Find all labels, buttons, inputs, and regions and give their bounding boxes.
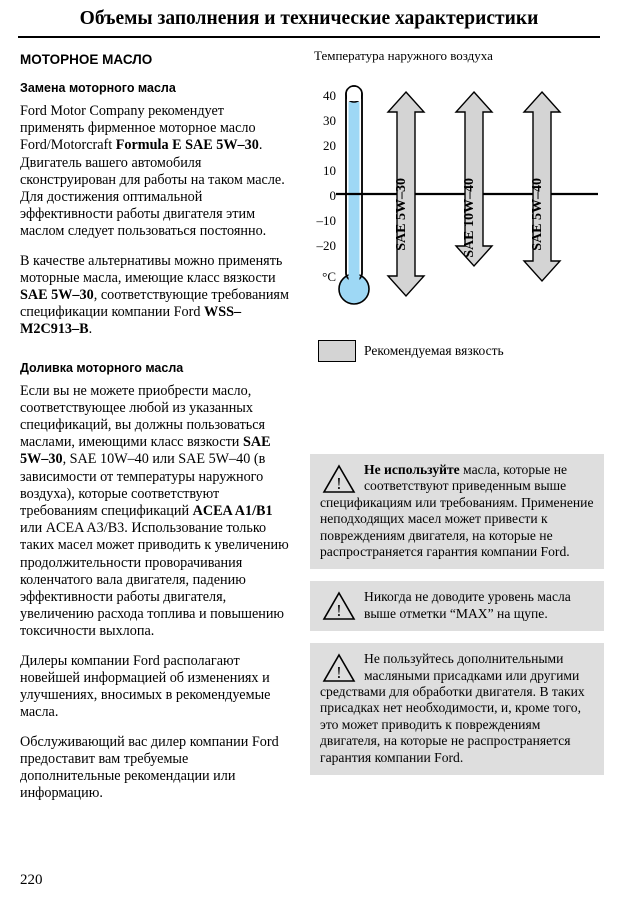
paragraph-oil-topup [20, 383, 290, 641]
bar-label-sae-5w-40: SAE 5W–40 [530, 178, 545, 251]
p3-part-d: ACEA A1/B1 [192, 503, 273, 520]
page-title: Объемы заполнения и технические характеристики [79, 8, 539, 29]
p3-part-c: , SAE 10W–40 или SAE 5W–40 (в зависимости от температуры наружного воздуха), которые соответствуют требованиям спецификаций [20, 451, 266, 520]
warning-triangle-icon [322, 653, 356, 683]
paragraph-dealer-info: Дилеры компании Ford располагают новейшей информацией об изменениях и улучшениях, вносимых в рекомендуемые масла. [20, 652, 271, 721]
warning-text-1 [320, 462, 594, 560]
legend-label: Рекомендуемая вязкость [364, 343, 504, 358]
warning-box-max-level [310, 581, 604, 631]
axis-tick-neg10: –10 [316, 213, 336, 228]
p2-part-c: , соответствующие требованиям спецификации компании Ford [20, 287, 289, 321]
paragraph-oil-recommendation [20, 103, 290, 241]
p3-part-a: Если вы не можете приобрести масло, соответствующее любой из указанных спецификаций, вы должны пользоваться маслами, имеющими класс вязкости [20, 382, 266, 451]
p1-part-a: Ford Motor Company рекомендует применять фирменное моторное масло Ford/Motorcraft [20, 103, 256, 154]
subheading-oil-change: Замена моторного масла [20, 81, 176, 95]
axis-tick-20: 20 [323, 138, 336, 153]
p1-part-b: Formula E SAE 5W–30 [115, 137, 259, 154]
axis-tick-0: 0 [329, 188, 336, 203]
warning-triangle-icon [322, 591, 356, 621]
p2-part-d: WSS–M2C913–B [20, 304, 242, 338]
page-header [18, 8, 600, 38]
warning-text-3: Не пользуйтесь дополнительными масляными присадками или другими средствами для обработки двигателя. В таких присадках нет необходимости, и, кроме того, это может приводить к повреждениям двигателя, на которые не распространяется гарантия компании Ford. [320, 651, 585, 765]
left-column [20, 52, 290, 814]
chart-title: Температура наружного воздуха [314, 48, 493, 63]
warning-1-emphasis: Не используйте [364, 462, 460, 477]
p2-part-e: . [88, 321, 93, 338]
axis-tick-neg20: –20 [316, 238, 336, 253]
p2-part-a: В качестве альтернативы можно применять моторные масла, имеющие класс вязкости [20, 252, 283, 286]
axis-tick-10: 10 [323, 163, 336, 178]
warning-1-body: масла, которые не соответствуют приведенным выше спецификациям или требованиям. Применение неподходящих масел может привести к повреждениям двигателя, на которые не распространяется гарантия компании Ford. [320, 462, 594, 560]
viscosity-temperature-chart [310, 48, 604, 358]
p1-part-c: . Двигатель вашего автомобиля сконструирован для работы на таком масле. Для достижения оптимальной эффективности работы двигателя этим маслом следует пользоваться постоянно. [20, 137, 285, 240]
bar-label-sae-10w-40: SAE 10W–40 [462, 178, 477, 258]
paragraph-oil-alternative [20, 253, 290, 339]
section-heading-engine-oil: МОТОРНОЕ МАСЛО [20, 52, 153, 67]
axis-tick-40: 40 [323, 88, 336, 103]
axis-unit-celsius: °C [322, 269, 336, 284]
paragraph-dealer-support: Обслуживающий вас дилер компании Ford предоставит вам требуемые дополнительные рекомендации или информацию. [20, 733, 279, 802]
p3-part-e: или ACEA A3/B3. Использование только таких масел может приводить к увеличению продолжительности проворачивания коленчатого вала двигателя, падению эффективности работы двигателя, увеличению расхода топлива и повышению токсичности выхлопа. [20, 520, 289, 640]
p3-part-b: SAE 5W–30 [20, 434, 271, 468]
p2-part-b: SAE 5W–30 [20, 287, 94, 304]
chart-legend [318, 340, 504, 362]
warning-text-2: Никогда не доводите уровень масла выше отметки “MAX” на щупе. [364, 589, 571, 621]
svg-text:!: ! [336, 601, 342, 621]
right-column [310, 48, 604, 787]
warning-triangle-icon [322, 464, 356, 494]
page-number: 220 [20, 872, 43, 888]
legend-swatch [318, 340, 356, 362]
warning-box-unsuitable-oil [310, 454, 604, 569]
warning-box-additives [310, 643, 604, 775]
svg-text:!: ! [336, 474, 342, 493]
bar-label-sae-5w-30: SAE 5W–30 [394, 178, 409, 251]
axis-tick-30: 30 [323, 113, 336, 128]
subheading-oil-topup: Доливка моторного масла [20, 360, 184, 375]
svg-text:!: ! [336, 663, 342, 683]
